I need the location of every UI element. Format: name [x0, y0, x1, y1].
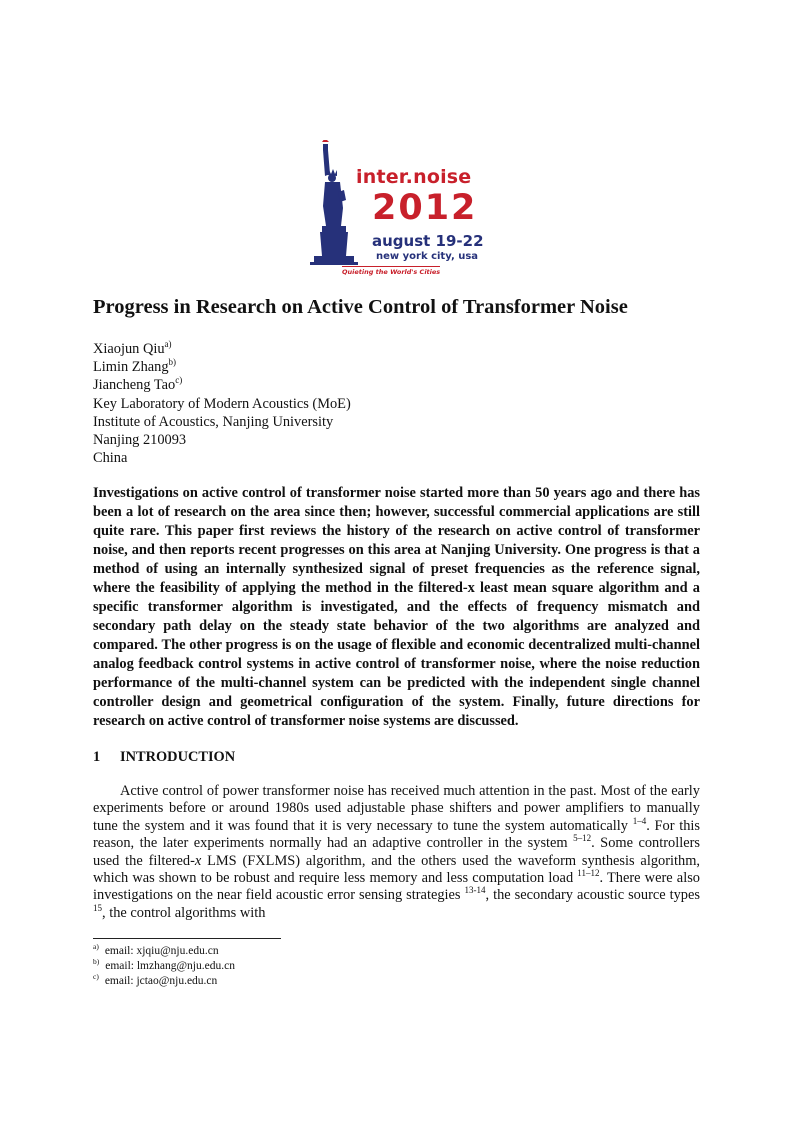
author-1: [93, 340, 351, 358]
logo-wordmark: inter.noise: [356, 166, 472, 188]
footnote: [93, 959, 235, 974]
section-number: 1: [93, 749, 101, 765]
citation: 5–12: [573, 833, 592, 844]
text-run: . There were also investigations on the near field acoustic error sensing strategies: [93, 870, 700, 904]
footnote: [93, 974, 235, 989]
affiliation-line: Nanjing 210093: [93, 432, 187, 449]
footnote-text: email: lmzhang@nju.edu.cn: [105, 960, 235, 972]
author-name: Xiaojun Qiu: [93, 341, 165, 357]
footnote-mark: b): [93, 957, 100, 967]
footnotes: [93, 944, 235, 989]
affiliation-line: Institute of Acoustics, Nanjing University: [93, 413, 334, 430]
logo-year: 2012: [372, 188, 478, 228]
abstract: Investigations on active control of transformer noise started more than 50 years ago and there has been a lot of research on the area since then; however, successful commercial applications are still quite rare. This paper first reviews the history of the research on active control of transformer noise, and then reports recent progresses on this area at Nanjing University. One progress is that a method of using an internally synthesized signal of preset frequencies as the reference signal, where the feasibility of applying the method in the filtered-x least mean square algorithm and a specific transformer algorithm is investigated, and the effects of frequency mismatch and secondary path delay on the steady state behavior of the two algorithms are analyzed and compared. The other progress is on the usage of flexible and economic decentralized multi-channel analog feedback control systems in active control of transformer noise, where the noise reduction performance of the multi-channel system can be predicted with the independent single channel controller design and geometrical configuration of the system. Finally, future directions for research on active control of transformer noise systems are discussed.: [93, 485, 700, 729]
citation: 1–4: [632, 816, 647, 827]
affiliation-line: China: [93, 450, 128, 467]
citation: 15: [93, 903, 102, 914]
footnote-text: email: xjqiu@nju.edu.cn: [104, 945, 219, 957]
text-run: , the secondary acoustic source types: [485, 887, 700, 904]
author-name: Limin Zhang: [93, 359, 169, 376]
footnote-divider: [93, 938, 281, 939]
section-heading: [93, 749, 235, 766]
citation: 11–12: [577, 868, 600, 879]
text-run: Active control of power transformer noise has received much attention in the past. Most of the early experiments before or around 1980s used adjustable phase shifters and power amplifiers to manually tune the system and it was found that it is very necessary to tune the system automatically: [93, 783, 700, 834]
citation: 13-14: [464, 885, 486, 896]
footnote-text: email: jctao@nju.edu.cn: [104, 975, 218, 987]
author-mark: c): [175, 375, 183, 386]
paper-title: Progress in Research on Active Control of Transformer Noise: [93, 296, 628, 318]
author-block: [93, 340, 351, 467]
section-title: INTRODUCTION: [120, 749, 236, 765]
math-var: x: [194, 852, 202, 869]
footnote: [93, 944, 235, 959]
text-run: , the control algorithms with: [102, 904, 266, 921]
logo-dates: august 19-22: [372, 232, 484, 250]
author-mark: b): [168, 357, 177, 368]
footnote-mark: c): [93, 972, 99, 982]
author-name: Jiancheng Tao: [93, 377, 176, 394]
author-2: [93, 358, 351, 376]
affiliation-line: Key Laboratory of Modern Acoustics (MoE): [93, 395, 351, 412]
author-mark: a): [164, 339, 172, 350]
footnote-mark: a): [93, 942, 99, 952]
intro-paragraph: [93, 783, 700, 922]
conference-logo: [310, 140, 490, 282]
logo-tagline: Quieting the World's Cities: [342, 268, 441, 276]
logo-location: new york city, usa: [376, 251, 479, 262]
text-run: LMS (FXLMS) algorithm, and the others used the waveform synthesis algorithm, which was shown to be robust and require less memory and less computation load: [93, 852, 700, 887]
text-run: . For this reason, the later experiments normally had an adaptive controller in the system: [93, 817, 700, 852]
author-3: [93, 376, 351, 394]
text-run: . Some controllers used the filtered-: [93, 835, 700, 869]
